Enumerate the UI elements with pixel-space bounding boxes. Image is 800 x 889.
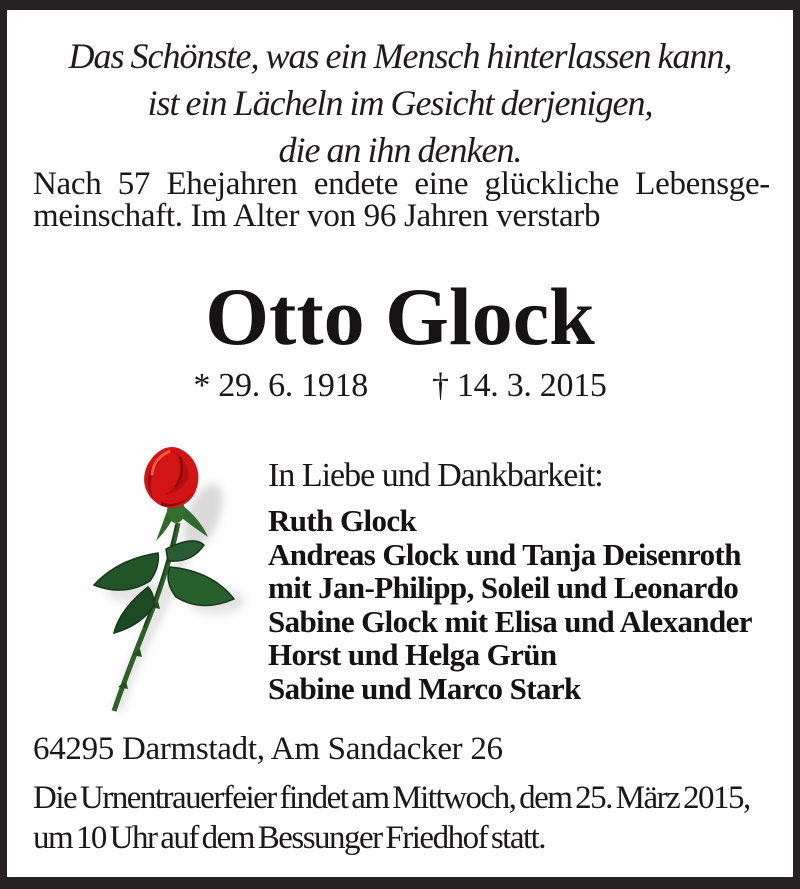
mourners-list: [268, 504, 752, 705]
intro-paragraph: [33, 168, 770, 232]
quote-line-3: die an ihn denken.: [278, 130, 522, 170]
intro-line-2: meinschaft. Im Alter von 96 Jahren verstarb: [33, 198, 601, 234]
birth-date: * 29. 6. 1918: [193, 367, 368, 404]
deceased-name: Otto Glock: [205, 271, 595, 362]
obituary-sheet: [7, 10, 793, 877]
mourner-line: Sabine und Marco Stark: [268, 670, 581, 706]
life-dates: [7, 368, 793, 404]
address-line: 64295 Darmstadt, Am Sandacker 26: [33, 731, 503, 767]
mourner-line: Ruth Glock: [268, 503, 417, 538]
intro-line-1: Nach 57 Ehejahren endete eine glückliche Lebensge-: [33, 166, 770, 202]
rose-icon: [66, 441, 260, 731]
quote-line-1: Das Schönste, was ein Mensch hinterlassen kann,: [68, 36, 732, 76]
mourner-line: Horst und Helga Grün: [268, 637, 557, 672]
epigraph-quote: [7, 33, 793, 174]
mourner-line: Andreas Glock und Tanja Deisenroth: [268, 536, 741, 572]
funeral-info: [33, 778, 785, 858]
quote-line-2: ist ein Lächeln im Gesicht derjenigen,: [147, 83, 653, 123]
mourner-line: Sabine Glock mit Elisa und Alexander: [268, 603, 752, 639]
mourner-line: mit Jan-Philipp, Soleil und Leonardo: [268, 570, 739, 605]
death-date: † 14. 3. 2015: [432, 367, 607, 404]
tribute-heading: In Liebe und Dankbarkeit:: [268, 457, 603, 494]
funeral-line-1: Die Urnentrauerfeier findet am Mittwoch, dem 25. März 2015,: [33, 780, 750, 816]
funeral-line-2: um 10 Uhr auf dem Bessunger Friedhof statt.: [33, 820, 546, 856]
